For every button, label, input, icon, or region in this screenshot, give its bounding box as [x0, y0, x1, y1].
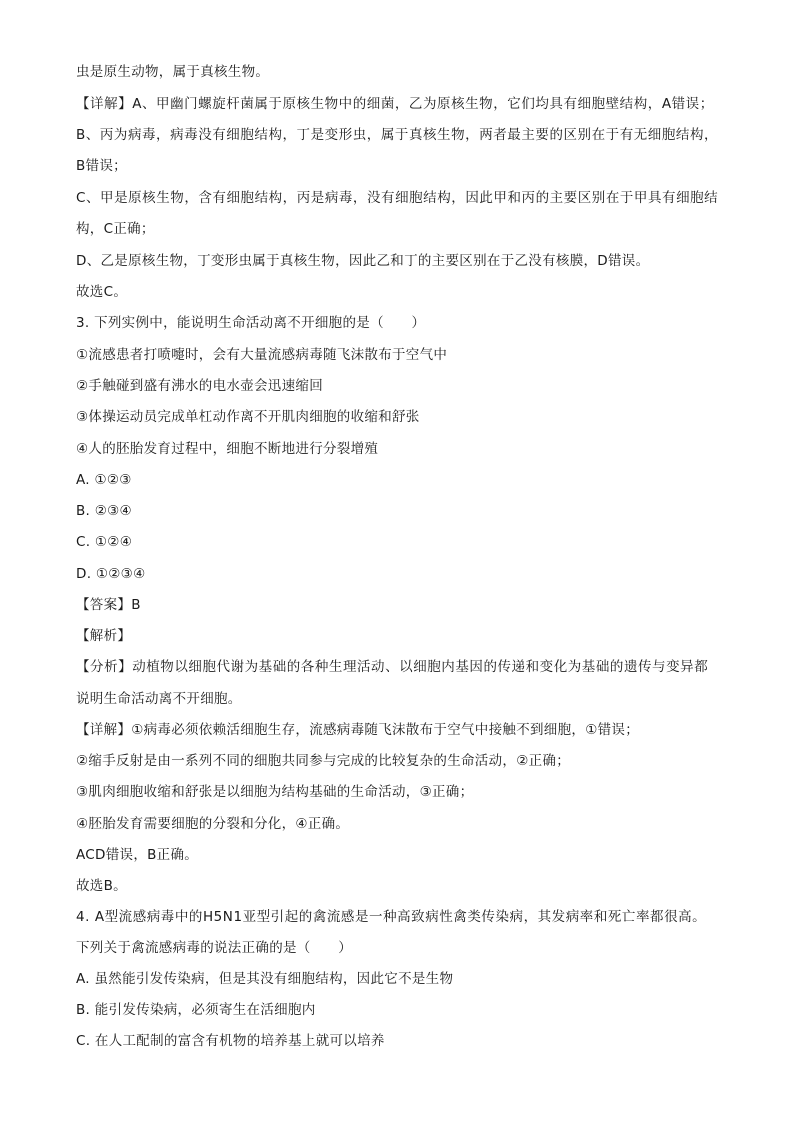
- text-line-3: B、丙为病毒，病毒没有细胞结构，丁是变形虫，属于真核生物，两者最主要的区别在于有无细胞结构，: [76, 127, 719, 143]
- question-4-stem-2: 下列关于禽流感病毒的说法正确的是（ ）: [76, 940, 352, 956]
- text-line-4: B错误；: [76, 158, 127, 174]
- question-4-option-a: A. 虽然能引发传染病，但是其没有细胞结构，因此它不是生物: [76, 971, 454, 987]
- detail-line-3: ③肌肉细胞收缩和舒张是以细胞为结构基础的生命活动，③正确；: [76, 784, 474, 800]
- text-line-5: C、甲是原核生物，含有细胞结构，丙是病毒，没有细胞结构，因此甲和丙的主要区别在于甲具有细胞结: [76, 190, 719, 206]
- text-line-8: 故选C。: [76, 284, 128, 300]
- detail-line-5: ACD错误，B正确。: [76, 847, 199, 863]
- question-3-option-a: A. ①②③: [76, 472, 132, 488]
- analysis-line-2: 说明生命活动离不开细胞。: [76, 691, 242, 707]
- question-3-item-1: ①流感患者打喷嚏时，会有大量流感病毒随飞沫散布于空气中: [76, 347, 448, 363]
- question-3-stem: 3. 下列实例中，能说明生命活动离不开细胞的是（ ）: [76, 315, 426, 331]
- text-line-7: D、乙是原核生物，丁变形虫属于真核生物，因此乙和丁的主要区别在于乙没有核膜，D错误。: [76, 253, 650, 269]
- detail-line-1: 【详解】①病毒必须依赖活细胞生存，流感病毒随飞沫散布于空气中接触不到细胞，①错误；: [76, 722, 640, 738]
- analysis-label: 【解析】: [76, 628, 132, 644]
- text-line-6: 构，C正确；: [76, 221, 155, 237]
- analysis-line-1: 【分析】动植物以细胞代谢为基础的各种生理活动、以细胞内基因的传递和变化为基础的遗传与变异都: [76, 659, 709, 675]
- question-4-stem-1: 4. A型流感病毒中的H5N1亚型引起的禽流感是一种高致病性禽类传染病，其发病率和死亡率都很高。: [76, 909, 707, 925]
- detail-line-2: ②缩手反射是由一系列不同的细胞共同参与完成的比较复杂的生命活动，②正确；: [76, 753, 571, 769]
- text-line-2: 【详解】A、甲幽门螺旋杆菌属于原核生物中的细菌，乙为原核生物，它们均具有细胞壁结构，A错误；: [76, 96, 714, 112]
- question-3-item-2: ②手触碰到盛有沸水的电水壶会迅速缩回: [76, 378, 324, 394]
- question-3-item-4: ④人的胚胎发育过程中，细胞不断地进行分裂增殖: [76, 441, 379, 457]
- question-4-option-c: C. 在人工配制的富含有机物的培养基上就可以培养: [76, 1033, 385, 1049]
- question-3-option-c: C. ①②④: [76, 534, 133, 550]
- text-line-1: 虫是原生动物，属于真核生物。: [76, 64, 270, 80]
- question-4-option-b: B. 能引发传染病，必须寄生在活细胞内: [76, 1002, 316, 1018]
- question-3-item-3: ③体操运动员完成单杠动作离不开肌肉细胞的收缩和舒张: [76, 409, 420, 425]
- detail-line-6: 故选B。: [76, 878, 127, 894]
- question-3-option-d: D. ①②③④: [76, 566, 146, 582]
- detail-line-4: ④胚胎发育需要细胞的分裂和分化，④正确。: [76, 816, 350, 832]
- question-3-option-b: B. ②③④: [76, 503, 132, 519]
- answer-label: 【答案】B: [76, 597, 141, 613]
